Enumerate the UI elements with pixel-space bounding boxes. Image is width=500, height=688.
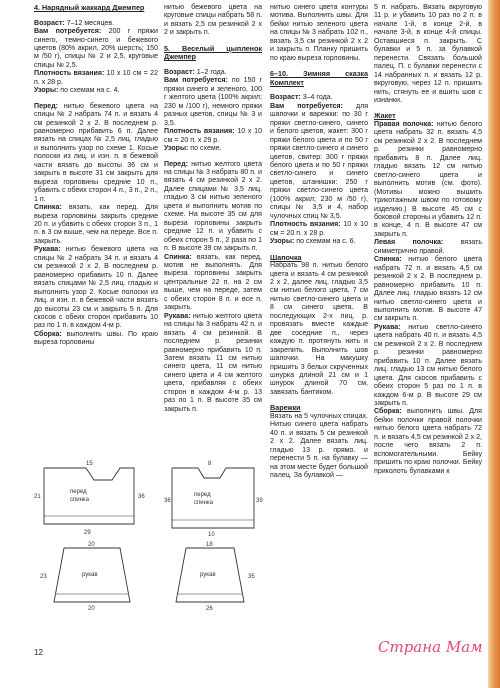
paragraph-text: по схемам на с. 6.: [294, 238, 356, 246]
section-heading: Шапочка: [270, 252, 302, 262]
paragraph-text: нитью белого цвета набрать 32 п. вязать 4,5 см резинкой 2 х 2. В последнем р. резинки равномерно прибавить 8 п. Далее лиц. гладью вязать 12 см нитью светло-синего цвета и выполнить мотив (см. фото). (Мотивы можно вышить трикотажным швом по готовому изделию.) В высоте 45 см с боковой стороны и убавить 12 п. в конце, 4 п. В высоте 47 см закрыть п.: [374, 121, 482, 238]
paragraph-text: 10 х 10 см = 20 п. х 28 р.: [270, 221, 369, 237]
diagram-1-top: 15: [86, 461, 93, 467]
paragraph: [34, 204, 158, 246]
paragraph: [270, 238, 368, 246]
diagram-2-top: 20: [88, 542, 95, 548]
orange-page-edge: [488, 0, 500, 688]
diagram-1-bottom: 29: [84, 530, 91, 536]
paragraph-text: 200 г пряжи синего, темно-синего и бежевого цветов (80% акрил, 20% шерсть; 150 м /50 г), спицы № 2 и 2,5, круговые спицы № 2,5.: [34, 28, 158, 69]
paragraph-text: Набрать 98 п. нитью белого цвета и вязать 4 см резинкой 2 х 2, далее лиц. гладью 3,5 см нитью белого цвета, 7 см нитью светло-синего цвета и 8 см синего цвета. В последующих 2-х лиц. р. провязать вместе каждые две соседние п., через каждую п. протянуть нить и закрепить. Выполнить шов шапочки. На макушку пришить 3 белых скрученных шнурка длиной 21 см и 1 шнурок длиной 70 см, завязать бантиком.: [270, 262, 368, 396]
section-heading: 4. Нарядный жаккард Джемпер: [34, 3, 145, 12]
paragraph: [374, 256, 482, 324]
paragraph-text: 10 х 10 см = 22 п. х 28 р.: [34, 70, 158, 86]
text-column-1: [34, 4, 158, 348]
diagram-1-left: 21: [34, 494, 41, 500]
paragraph-label: Плотность вязания:: [34, 70, 105, 78]
paragraph: [164, 77, 262, 128]
paragraph: [34, 246, 158, 331]
diagram-1-right: 36: [138, 494, 145, 500]
paragraph-text: нитью бежевого цвета на спицы № 2 набрать 34 п. и вязать 4 см резинкой 2 х 2. В последнем р. равномерно прибавить 10 п. Далее вязать спицами № 2,5 лиц. гладью и выполнить узор 2. Косые полоски из лиц. и изн. п. в бежевой части вязать до высоты 23 см и закрыть 5 п. Для скосов с обеих сторон прибавить 10 раз по 1 п. в каждом 4-м р.: [34, 246, 158, 330]
paragraph: [374, 408, 482, 476]
paragraph-label: Плотность вязания:: [164, 128, 235, 136]
paragraph-label: Узоры:: [164, 145, 189, 153]
diagram-2-bottom: 20: [88, 606, 95, 612]
diagram-3-bottom: 10: [208, 532, 215, 538]
paragraph-text: нитью желтого цвета на спицы № 3 набрать 42 п. и вязать 4 см резинкой. В последнем р. резинки равномерно прибавить 10 п. Затем вязать 11 см нитью синего цвета, 11 см нитью синего цвета и 4 см желтого цвета, прибавляя с обеих сторон в каждом 4-м р. 13 раз по 1 п. В высоте 35 см закрыть п.: [164, 312, 262, 413]
section-heading: 5. Веселый цыпленок Джемпер: [164, 43, 262, 62]
paragraph-text: 7–12 месяцев.: [64, 19, 115, 27]
diagram-3-label-2: спинка: [194, 500, 214, 506]
watermark: [378, 638, 488, 672]
paragraph-label: Возраст:: [34, 19, 65, 27]
paragraph-label: Сборка:: [374, 408, 402, 416]
paragraph: [34, 331, 158, 348]
paragraph: [164, 313, 262, 414]
section-heading: Варежки: [270, 403, 301, 413]
paragraph: [270, 262, 368, 397]
paragraph-text: для шапочки и варежки: по 30 г пряжи светло-синего, синего и белого цветов, жакет: 300 г пряжи белого цвета и по 50 г пряжи светло-синего и синего цветов, свитер: 300 г пряжи белого цвета и по 50 г пряжи светло-синего и синего цветов, штанишки: 250 г пряжи светло-синего цвета (100% акрил; 230 м /50 г), спицы № 3,5 и 4, набор чулочных спиц № 3,5.: [270, 102, 369, 220]
text-column-3: [270, 4, 368, 481]
paragraph: [164, 4, 262, 38]
paragraph-text: нитью синего цвета контуры мотива. Выполнить швы. Для бейки нитью зеленого цвета на спицы № 3 набрать 102 п., вязать 3,5 см резинкой 2 х 2 и закрыть п. Планку пришить по краю выреза горловины.: [270, 4, 368, 62]
sleeve-schematic: [34, 540, 158, 612]
paragraph: [270, 4, 368, 63]
paragraph: [164, 128, 262, 145]
paragraph: [164, 161, 262, 254]
paragraph: [34, 87, 158, 95]
paragraph-text: по схемам на с. 4.: [58, 87, 120, 95]
watermark-text: Страна Мам: [378, 638, 483, 656]
paragraph: [164, 254, 262, 313]
page-number: 12: [34, 648, 43, 657]
paragraph: [34, 20, 158, 28]
diagram-2-left: 23: [40, 574, 47, 580]
diagram-1-label-2: спинка: [70, 497, 90, 503]
text-column-2: [164, 4, 262, 414]
paragraph-label: Рукава:: [34, 246, 61, 254]
spacer: [34, 96, 158, 103]
diagram-1-label-1: перед: [70, 489, 87, 495]
paragraph-label: Рукава:: [374, 323, 401, 331]
section-heading: Жакет: [374, 111, 396, 121]
diagram-4-right: 35: [248, 574, 255, 580]
spacer: [164, 62, 262, 69]
paragraph: [34, 103, 158, 204]
paragraph-text: 3–4 года.: [300, 94, 333, 102]
paragraph-text: выполнить швы. Для бейки полочки правой полочки нитью белого цвета набрать 72 п. и вязать 4,5 см резинкой 2 х 2, после чего вязать 2 п. вспомогательными. Бейку пришить по краю полочки. Бейку приколоть булавками к: [374, 408, 482, 475]
sleeve-schematic-2: [164, 540, 264, 612]
paragraph-text: 5 п. набрать. Вязать вкруговую 11 р. и убавить 10 раз по 2 п. в начале 1-й, в конце 2-й, в начале 3-й, в конце 4-й спицы. Оставшиеся п. закрыть. С булавки и 5 п. за булавкой перенести. Связать большой палец. П. с булавки перенести с 14 набранных п. и вязать 12 р. вкруговую, через 12 п. пришить нить, стянуть ее и вшить шов с изнанки.: [374, 4, 482, 104]
front-back-schematic: [34, 458, 158, 538]
paragraph: [374, 121, 482, 239]
paragraph-text: вязать, как перед, мотив не выполнять. Для выреза горловины закрыть центральные 22 п. на 2 см выше, чем на переде, затем с обеих сторон 8 п. и все п. закрыть.: [164, 253, 262, 312]
paragraph-text: 1–2 года.: [194, 69, 227, 76]
paragraph-text: нитью бежевого цвета на спицы № 2 набрать 74 п. и вязать 4 см резинкой 2 х 2. В последнем р. равномерно прибавить 6 п. Далее вязать на спицах № 2,5 лиц. гладью и выполнить узор по схеме 1. Косые полоски из лиц. и изн. п. в бежевой части вязать до высоты 36 см и закрыть в высоте 31 см закрыть для выреза горловины средние 10 п., убавить с обеих сторон 4 п., 3 п., 2 п., 1 п.: [34, 102, 158, 203]
paragraph-label: Возраст:: [164, 69, 195, 76]
paragraph-label: Вам потребуется:: [270, 102, 343, 110]
paragraph-text: вязать симметрично правой.: [374, 239, 482, 255]
paragraph-text: 10 х 10 см = 20 п. х 29 р.: [164, 128, 263, 144]
diagram-2-label: рукав: [82, 572, 98, 578]
paragraph-label: Узоры:: [34, 87, 59, 95]
paragraph: [34, 28, 158, 70]
diagram-3-left: 36: [164, 498, 171, 504]
diagram-4-label: рукав: [200, 572, 216, 578]
paragraph-text: нитью желтого цвета на спицы № 3 набрать 80 п. и вязать 4 см резинкой 2 х 2. Далее спицами № 3,5 лиц. гладью 3 см нитью зеленого цвета и выполнить мотив по схеме. На высоте 35 см для выреза горловины закрыть средние 12 п. и убавить с обеих сторон 5 п., 2 раза по 1 п. В высоте 39 см закрыть п.: [164, 160, 262, 253]
diagram-3-label-1: перед: [194, 492, 211, 498]
spacer: [270, 87, 368, 94]
paragraph-label: Перед:: [164, 160, 189, 168]
paragraph-label: Перед:: [34, 102, 59, 110]
paragraph: [270, 103, 368, 221]
diagram-3-right: 39: [256, 498, 263, 504]
paragraph: [374, 239, 482, 256]
paragraph-text: по схеме.: [188, 145, 222, 153]
paragraph: [34, 70, 158, 87]
paragraph-text: вязать, как перед. Для выреза горловины закрыть средние 20 п. и убавить с обеих сторон 3 п., 1 п. в 3 см выше, чем на переде. Все п. закрыть.: [34, 204, 158, 245]
diagram-4-bottom: 26: [206, 606, 213, 612]
paragraph-label: Рукава:: [164, 312, 191, 320]
diagram-3-top: 8: [208, 461, 212, 467]
paragraph-text: Вязать на 5 чулочных спицах. Нитью синего цвета набрать 40 п. и вязать 5 см резинкой 2 х 2. Далее вязать лиц. гладью 13 р. прямо. и перенести 5 п. на булавку — на этом месте будет большой палец. За булавкой —: [270, 412, 368, 480]
paragraph-label: Спинка:: [374, 256, 402, 264]
paragraph: [270, 94, 368, 102]
paragraph: [270, 413, 368, 481]
paragraph: [374, 4, 482, 105]
spacer: [34, 13, 158, 20]
paragraph-text: нитью светло-синего цвета набрать 40 п. и вязать 4,5 см резинкой 2 х 2. В последнем р. резинки равномерно прибавить 10 п. Далее вязать лиц. гладью 13 см нитью белого цвета. Для скосов прибавить с обеих сторон 5 раз по 1 п. в каждом 6-м р. В высоте 29 см закрыть п.: [374, 323, 482, 407]
section-heading: 6–10. Зимняя сказка Комплект: [270, 69, 368, 87]
paragraph-label: Возраст:: [270, 94, 301, 102]
paragraph-label: Сборка:: [34, 330, 62, 338]
paragraph-text: по 150 г пряжи синего и зеленого, 100 г желтого цвета (100% акрил; 230 м /100 г), немного пряжи разных цветов, спицы № 3 и 3,5.: [164, 77, 263, 127]
diagram-4-top: 18: [206, 542, 213, 548]
paragraph-label: Левая полочка:: [374, 239, 444, 247]
paragraph-label: Узоры:: [270, 238, 295, 246]
paragraph-text: нитью белого цвета набрать 72 п. и вязать 4,5 см резинкой 2 х 2. В последнем р. равномерно прибавить 10 п. Далее лиц. гладью вязать 12 см нитью светло-синего цвета и выполнить мотив. В высоте 47 см закрыть п.: [374, 256, 482, 323]
paragraph-text: выполнить швы. По краю выреза горловины: [34, 330, 158, 347]
paragraph-label: Вам потребуется:: [164, 77, 228, 85]
paragraph: [164, 145, 262, 153]
paragraph-label: Спинка:: [164, 253, 192, 261]
paragraph: [374, 324, 482, 409]
paragraph: [270, 221, 368, 238]
paragraph-label: Правая полочка:: [374, 121, 434, 129]
front-back-schematic-2: [164, 458, 264, 538]
paragraph-label: Плотность вязания:: [270, 221, 341, 229]
spacer: [164, 154, 262, 161]
text-column-4: [374, 4, 482, 476]
paragraph-text: нитью бежевого цвета на круговые спицы набрать 58 п. и вязать 2,5 см резинкой 2 х 2 и закрыть п.: [164, 4, 262, 37]
paragraph-label: Спинка:: [34, 204, 62, 212]
paragraph-label: Вам потребуется:: [34, 28, 102, 36]
